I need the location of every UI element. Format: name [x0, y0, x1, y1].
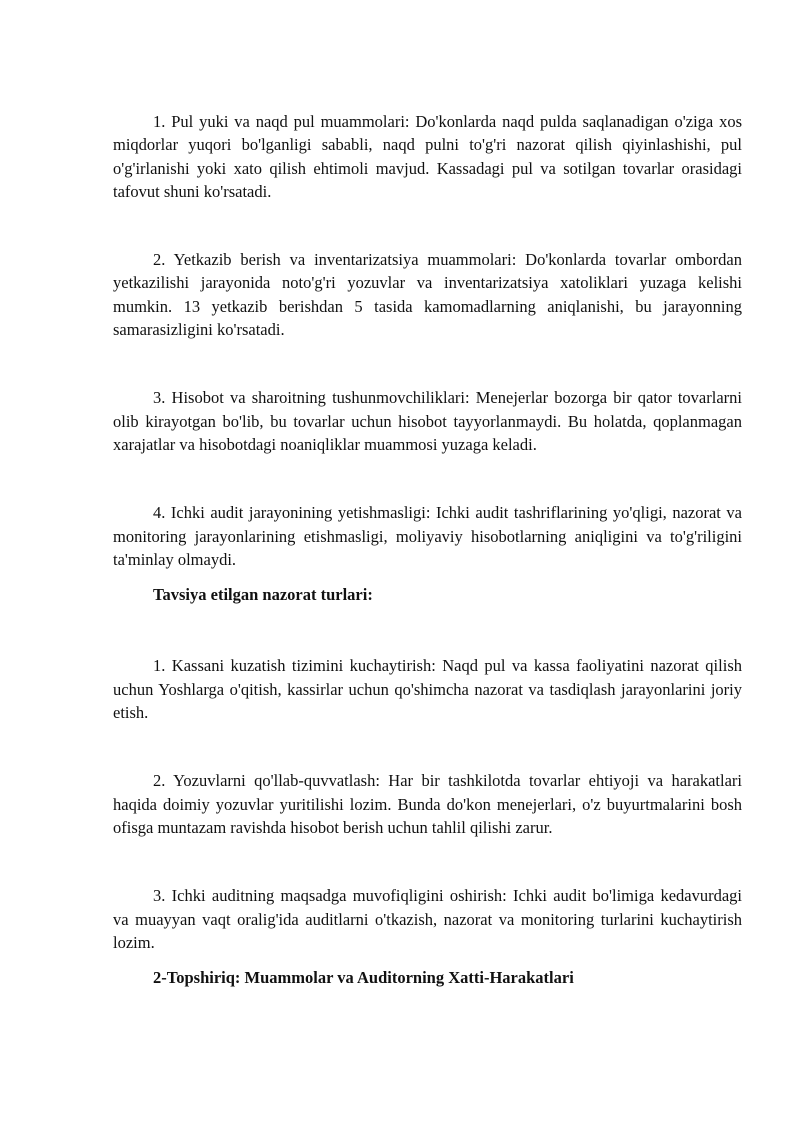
task-heading: 2-Topshiriq: Muammolar va Auditorning Xatti-Harakatlari	[153, 968, 574, 988]
recommendation-paragraph-2: 2. Yozuvlarni qo'llab-quvvatlash: Har bir tashkilotda tovarlar ehtiyoji va harakatlari haqida doimiy yozuvlar yuritilishi lozim. Bunda do'kon menejerlari, o'z buyurtmalarini bosh ofisga muntazam ravishda hisobot berish uchun tahlil qilishi zarur.	[113, 771, 742, 837]
problem-paragraph-3: 3. Hisobot va sharoitning tushunmovchiliklari: Menejerlar bozorga bir qator tovarlarni olib kirayotgan bo'lib, bu tovarlar uchun hisobot tayyorlanmaydi. Bu holatda, qoplanmagan xarajatlar va hisobotdagi noaniqliklar muammosi yuzaga keladi.	[113, 388, 742, 454]
problem-paragraph-1: 1. Pul yuki va naqd pul muammolari: Do'konlarda naqd pulda saqlanadigan o'ziga xos miqdorlar yuqori bo'lganligi sababli, naqd pulni to'g'ri nazorat qilish qiyinlashishi, pul o'g'irlanishi yoki xato qilish ehtimoli mavjud. Kassadagi pul va sotilgan tovarlar orasidagi tafovut shuni ko'rsatadi.	[113, 112, 742, 201]
problem-paragraph-2: 2. Yetkazib berish va inventarizatsiya muammolari: Do'konlarda tovarlar ombordan yetkazilishi jarayonida noto'g'ri yozuvlar va inventarizatsiya xatoliklari yuzaga kelishi mumkin. 13 yetkazib berishdan 5 tasida kamomadlarning aniqlanishi, bu jarayonning samarasizligini ko'rsatadi.	[113, 250, 742, 340]
recommendation-paragraph-3: 3. Ichki auditning maqsadga muvofiqligini oshirish: Ichki audit bo'limiga kedavurdagi va muayyan vaqt oralig'ida auditlarni o'tkazish, nazorat va monitoring turlarini kuchaytirish lozim.	[113, 886, 742, 952]
problem-paragraph-4: 4. Ichki audit jarayonining yetishmasligi: Ichki audit tashriflarining yo'qligi, nazorat va monitoring jarayonlarining etishmasligi, moliyaviy hisobotlarning aniqligini va to'g'riligini ta'minlay olmaydi.	[113, 503, 742, 569]
recommended-controls-heading: Tavsiya etilgan nazorat turlari:	[153, 585, 373, 605]
document-page	[113, 110, 742, 989]
recommendation-paragraph-1: 1. Kassani kuzatish tizimini kuchaytirish: Naqd pul va kassa faoliyatini nazorat qilish uchun Yoshlarga o'qitish, kassirlar uchun qo'shimcha nazorat va tasdiqlash jarayonlarini joriy etish.	[113, 656, 742, 723]
